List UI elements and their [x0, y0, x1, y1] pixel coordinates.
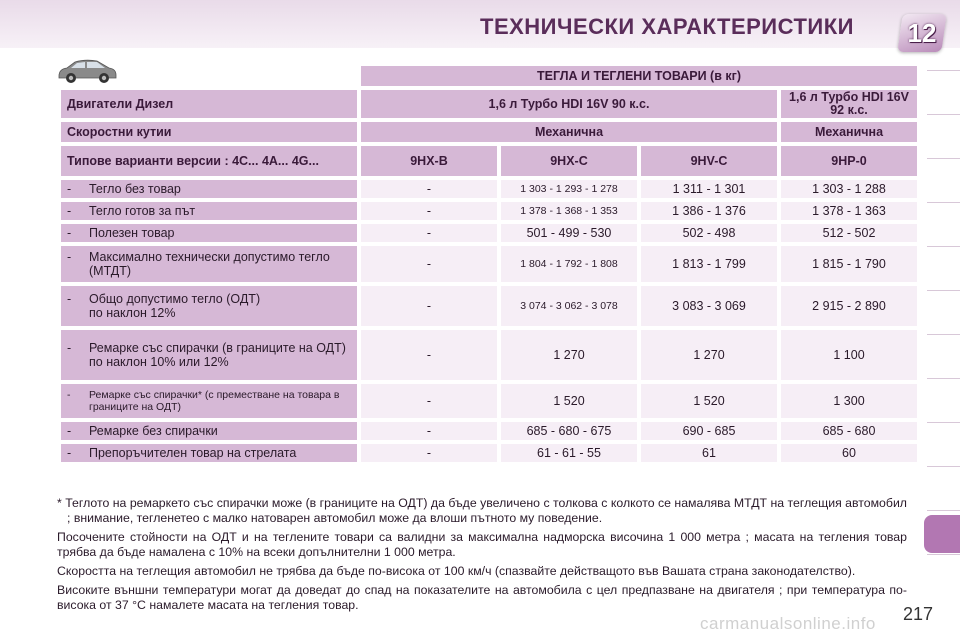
table-row: - Общо допустимо тегло (ОДТ) по наклон 12% - 3 074 - 3 062 - 3 078 3 083 - 3 069 2 915 - 2 890 — [61, 286, 917, 326]
table-row: - Тегло готов за път - 1 378 - 1 368 - 1 353 1 386 - 1 376 1 378 - 1 363 — [61, 202, 917, 220]
row-label: Ремарке без спирачки — [89, 424, 218, 438]
variant-9hp-0: 9HP-0 — [781, 146, 917, 176]
row-label: Ремарке със спирачки (в границите на ОДТ) — [89, 341, 346, 355]
gearbox-2: Механична — [781, 122, 917, 142]
variant-9hx-c: 9HX-C — [501, 146, 637, 176]
table-row: - Полезен товар - 501 - 499 - 530 502 - 498 512 - 502 — [61, 224, 917, 242]
note-altitude: Посочените стойности на ОДТ и на теглените товари са валидни за максимална надморска височина 1 000 метра ; масата на тегления товар трябва да бъде намалена с 10% на всеки допълнителни 1 000 метра. — [57, 530, 907, 559]
cell: 1 520 — [641, 384, 777, 418]
cell: 1 378 - 1 368 - 1 353 — [501, 202, 637, 220]
gearbox-1: Механична — [361, 122, 777, 142]
variants-label: Типове варианти версии : 4C... 4A... 4G... — [61, 146, 357, 176]
page-title: ТЕХНИЧЕСКИ ХАРАКТЕРИСТИКИ — [480, 14, 854, 39]
watermark: carmanualsonline.info — [700, 614, 876, 633]
cell: - — [361, 330, 497, 380]
note-temperature: Високите външни температури могат да доведат до спад на показателите на автомобила с цел предпазване на двигателя ; при температура по-висока от 37 °C намалете масата на тегления товар. — [57, 583, 907, 612]
notes-section — [57, 496, 907, 617]
cell: 502 - 498 — [641, 224, 777, 242]
cell: - — [361, 224, 497, 242]
variant-9hx-b: 9HX-B — [361, 146, 497, 176]
footnote: * Теглото на ремаркето със спирачки може (в границите на ОДТ) да бъде увеличено с толкова с колкото се намалява МТДТ на теглещия автомобил ; внимание, тегленетео с малко натоварен автомобил може да влоши пътното му поведение. — [57, 496, 907, 525]
cell: 1 270 — [641, 330, 777, 380]
cell: - — [361, 422, 497, 440]
cell: - — [361, 202, 497, 220]
cell: 1 378 - 1 363 — [781, 202, 917, 220]
cell: 1 815 - 1 790 — [781, 246, 917, 282]
cell: 501 - 499 - 530 — [501, 224, 637, 242]
cell: 1 300 — [781, 384, 917, 418]
cell: 61 - 61 - 55 — [501, 444, 637, 462]
chapter-number: 12 — [907, 18, 937, 48]
cell: 1 813 - 1 799 — [641, 246, 777, 282]
cell: 1 303 - 1 288 — [781, 180, 917, 198]
table-row: - Препоръчителен товар на стрелата - 61 - 61 - 55 61 60 — [61, 444, 917, 462]
row-label: Общо допустимо тегло (ОДТ) — [89, 292, 261, 306]
cell: - — [361, 180, 497, 198]
row-label: Тегло без товар — [89, 182, 181, 196]
cell: 3 074 - 3 062 - 3 078 — [501, 286, 637, 326]
cell: 1 386 - 1 376 — [641, 202, 777, 220]
cell: 1 804 - 1 792 - 1 808 — [501, 246, 637, 282]
cell: 1 520 — [501, 384, 637, 418]
row-sublabel: по наклон 10% или 12% — [89, 355, 229, 369]
cell: 1 100 — [781, 330, 917, 380]
cell: 1 311 - 1 301 — [641, 180, 777, 198]
table-row: - Тегло без товар - 1 303 - 1 293 - 1 278 1 311 - 1 301 1 303 - 1 288 — [61, 180, 917, 198]
cell: - — [361, 444, 497, 462]
cell: 1 303 - 1 293 - 1 278 — [501, 180, 637, 198]
cell: - — [361, 246, 497, 282]
cell: - — [361, 384, 497, 418]
row-sublabel: по наклон 12% — [89, 306, 176, 320]
engines-label: Двигатели Дизел — [61, 90, 357, 118]
row-label: Ремарке със спирачки* (с преместване на товара в границите на ОДТ) — [89, 389, 340, 413]
row-label: Полезен товар — [89, 226, 175, 240]
cell: 690 - 685 — [641, 422, 777, 440]
weights-table — [57, 62, 921, 466]
table-title: ТЕГЛА И ТЕГЛЕНИ ТОВАРИ (в кг) — [361, 66, 917, 86]
row-label: Максимално технически допустимо тегло (МТДТ) — [89, 250, 330, 278]
gearbox-label: Скоростни кутии — [61, 122, 357, 142]
cell: 3 083 - 3 069 — [641, 286, 777, 326]
chapter-badge — [897, 14, 946, 52]
variant-9hv-c: 9HV-C — [641, 146, 777, 176]
table-row: - Ремарке със спирачки* (с преместване на товара в границите на ОДТ) - 1 520 1 520 1 300 — [61, 384, 917, 418]
cell: 512 - 502 — [781, 224, 917, 242]
row-label: Тегло готов за път — [89, 204, 196, 218]
cell: 2 915 - 2 890 — [781, 286, 917, 326]
cell: 60 — [781, 444, 917, 462]
cell: - — [361, 286, 497, 326]
engine-1: 1,6 л Турбо HDI 16V 90 к.с. — [361, 90, 777, 118]
cell: 1 270 — [501, 330, 637, 380]
row-label: Препоръчителен товар на стрелата — [89, 446, 297, 460]
cell: 685 - 680 - 675 — [501, 422, 637, 440]
side-tab-active[interactable] — [924, 515, 960, 553]
table-row: - Ремарке без спирачки - 685 - 680 - 675 690 - 685 685 - 680 — [61, 422, 917, 440]
table-row: - Ремарке със спирачки (в границите на ОДТ) по наклон 10% или 12% - 1 270 1 270 1 100 — [61, 330, 917, 380]
engine-2: 1,6 л Турбо HDI 16V 92 к.с. — [781, 90, 917, 118]
cell: 685 - 680 — [781, 422, 917, 440]
page-number: 217 — [903, 604, 934, 624]
note-speed: Скоростта на теглещия автомобил не трябва да бъде по-висока от 100 км/ч (спазвайте действащото във Вашата страна законодателство). — [57, 564, 856, 578]
table-row: - Максимално технически допустимо тегло (МТДТ) - 1 804 - 1 792 - 1 808 1 813 - 1 799 1 815 - 1 790 — [61, 246, 917, 282]
cell: 61 — [641, 444, 777, 462]
